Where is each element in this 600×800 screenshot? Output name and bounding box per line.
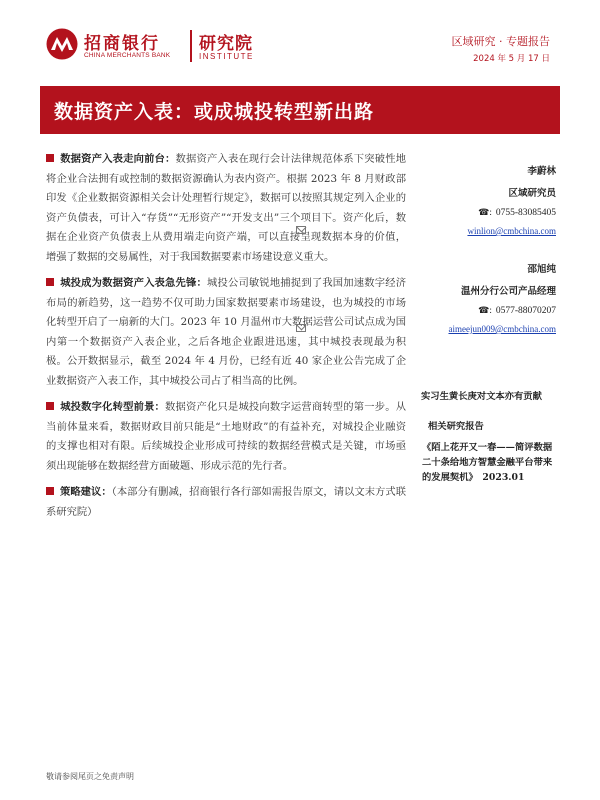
related-report-item[interactable]: 《陌上花开又一春——简评数据二十条给地方智慧金融平台带来的发展契机》 2023.01 xyxy=(422,442,553,483)
page-header xyxy=(0,0,600,78)
summary-paragraph xyxy=(46,398,406,476)
bank-name-cn: 招商银行 xyxy=(84,34,160,54)
title-banner xyxy=(40,86,560,134)
paragraph-text: 数据资产化只是城投向数字运营商转型的第一步。从当前体量来看，数据财政目前只能是“土地财政”的有益补充，对城投企业融资的支撑也相对有限。后续城投企业形成可持续的数据经营模式是关键，市场亟须出现能够在数据经营方面破题、形成示范的先行者。 xyxy=(46,401,407,472)
summary-body xyxy=(46,150,406,529)
report-date: 2024 年 5 月 17 日 xyxy=(473,54,550,64)
analyst-role: 区域研究员 xyxy=(508,188,556,199)
analyst-phone-line xyxy=(416,203,556,222)
paragraph-lead: 数据资产入表走向前台： xyxy=(60,153,176,165)
report-type: 区域研究 · 专题报告 xyxy=(451,35,550,48)
analyst-phone: 0755-83085405 xyxy=(495,208,556,218)
envelope-icon xyxy=(296,324,306,332)
paragraph-text: 数据资产入表在现行会计法律规范体系下突破性地将企业合法拥有或控制的数据资源确认为表内资产。根据 2023 年 8 月财政部印发《企业数据资源相关会计处理暂行规定》，数据可以按照其规定列入企业的资产负债表，可计入“存货”“无形资产”“开发支出”三个项目下。资产化后，数据在企业资产负债表上从费用端走向资产端，可以直接呈现数据本身的价值，增强了数据的交易属性，对于我国数据要素市场建设意义重大。 xyxy=(46,153,407,263)
paragraph-lead: 城投成为数据资产入表急先锋： xyxy=(60,277,207,289)
analyst-card xyxy=(416,164,556,240)
summary-paragraph xyxy=(46,274,406,391)
analyst-card xyxy=(416,262,556,338)
analyst-sidebar xyxy=(416,150,556,338)
analyst-email-line xyxy=(416,320,556,338)
analyst-phone: 0577-88070207 xyxy=(495,306,556,316)
analyst-name: 邵旭纯 xyxy=(527,264,556,275)
related-reports-heading: 相关研究报告 xyxy=(428,421,484,432)
analyst-role: 温州分行公司产品经理 xyxy=(460,286,556,297)
analyst-phone-line xyxy=(416,301,556,320)
bullet-square-icon xyxy=(46,154,54,162)
disclaimer-footer: 敬请参阅尾页之免责声明 xyxy=(46,772,134,781)
bullet-square-icon xyxy=(46,402,54,410)
cmb-logo-icon xyxy=(46,28,78,60)
report-title: 数据资产入表：或成城投转型新出路 xyxy=(54,101,375,123)
analyst-email[interactable]: aimeejun009@cmbchina.com xyxy=(448,324,556,334)
summary-paragraph xyxy=(46,483,406,522)
analyst-email-line xyxy=(416,222,556,240)
bank-name-en: CHINA MERCHANTS BANK xyxy=(84,52,171,59)
phone-icon: ☎: xyxy=(478,207,492,217)
paragraph-text: 城投公司敏锐地捕捉到了我国加速数字经济布局的新趋势，这一趋势不仅可助力国家数据要素市场建设，也为城投的市场化转型开启了一扇新的大门。2023 年 10 月温州市大数据运营公司试点成为国内第一个数据资产入表企业，之后各地企业跟进迅速，其中城投表现最为积极。公开数据显示，截至 2024 年 4 月份，已经有近 40 家企业公告完成了企业数据资产入表工作，其中城投公司占了相当高的比例。 xyxy=(46,277,407,387)
bullet-square-icon xyxy=(46,278,54,286)
envelope-icon xyxy=(296,226,306,234)
summary-paragraph xyxy=(46,150,406,267)
contributor-note: 实习生黄长庚对文本亦有贡献 xyxy=(421,391,542,402)
analyst-email[interactable]: winlion@cmbchina.com xyxy=(467,226,556,236)
paragraph-lead: 策略建议： xyxy=(60,486,112,498)
logo-divider xyxy=(190,30,192,62)
institute-name-en: INSTITUTE xyxy=(199,52,254,61)
institute-name-cn: 研究院 xyxy=(199,34,253,54)
paragraph-text: （本部分有删减，招商银行各行部如需报告原文，请以文末方式联系研究院） xyxy=(46,486,406,518)
phone-icon: ☎: xyxy=(478,305,492,315)
analyst-name: 李蔚林 xyxy=(527,166,556,177)
bullet-square-icon xyxy=(46,487,54,495)
paragraph-lead: 城投数字化转型前景： xyxy=(60,401,166,413)
